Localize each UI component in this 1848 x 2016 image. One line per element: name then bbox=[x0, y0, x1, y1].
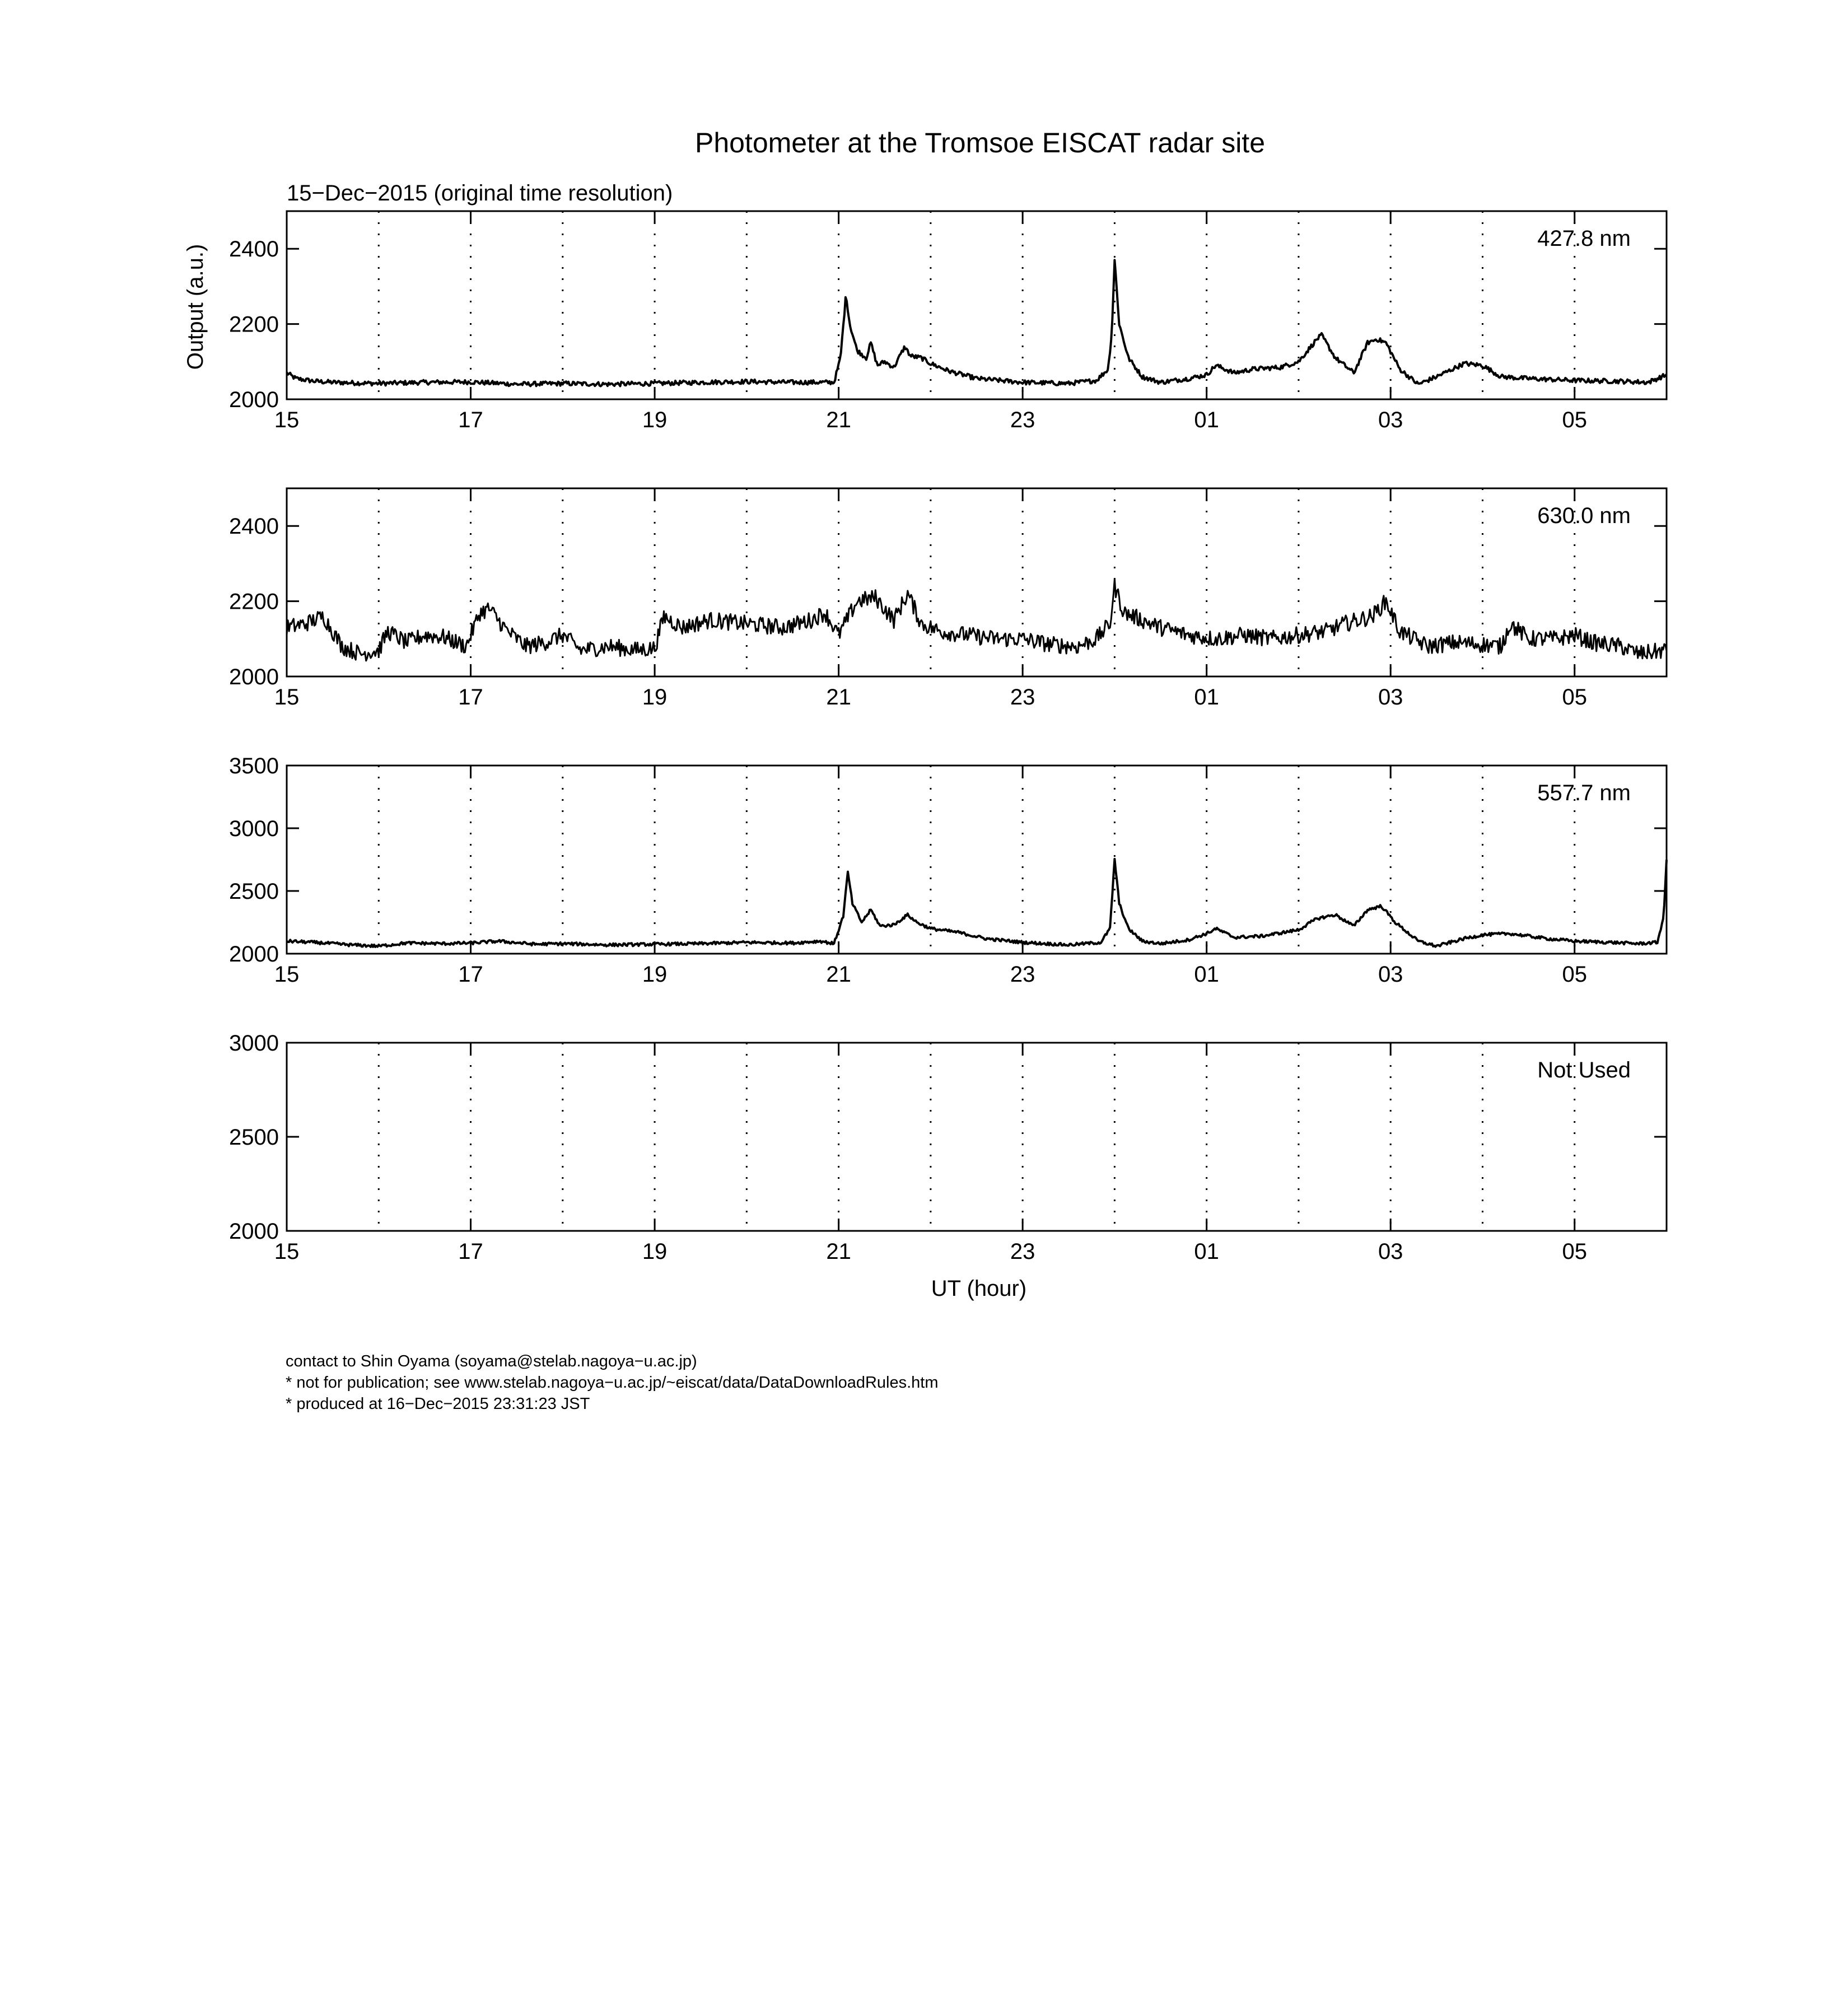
plot-frame bbox=[287, 488, 1667, 676]
x-tick-label: 03 bbox=[1378, 962, 1403, 987]
x-tick-label: 21 bbox=[826, 685, 851, 710]
plot-frame bbox=[287, 211, 1667, 399]
panel-label: 630.0 nm bbox=[1537, 503, 1631, 528]
x-tick-label: 23 bbox=[1010, 685, 1035, 710]
y-tick-label: 2000 bbox=[229, 665, 279, 689]
y-tick-label: 2000 bbox=[229, 1219, 279, 1244]
x-tick-label: 21 bbox=[826, 408, 851, 432]
x-tick-label: 15 bbox=[274, 1239, 300, 1264]
y-tick-label: 2400 bbox=[229, 514, 279, 539]
y-tick-label: 2200 bbox=[229, 589, 279, 614]
y-tick-label: 3000 bbox=[229, 816, 279, 841]
x-tick-label: 03 bbox=[1378, 408, 1403, 432]
y-tick-label: 3000 bbox=[229, 1031, 279, 1056]
plot-frame bbox=[287, 766, 1667, 954]
x-tick-label: 21 bbox=[826, 1239, 851, 1264]
panel-label: 557.7 nm bbox=[1537, 781, 1631, 805]
x-tick-label: 03 bbox=[1378, 685, 1403, 710]
x-axis-label: UT (hour) bbox=[931, 1276, 1027, 1301]
x-tick-label: 17 bbox=[458, 962, 483, 987]
figure-subtitle: 15−Dec−2015 (original time resolution) bbox=[287, 181, 673, 206]
x-tick-label: 01 bbox=[1194, 1239, 1219, 1264]
x-tick-label: 21 bbox=[826, 962, 851, 987]
x-tick-label: 17 bbox=[458, 408, 483, 432]
x-tick-label: 19 bbox=[642, 962, 668, 987]
y-tick-label: 2500 bbox=[229, 1125, 279, 1150]
footer-contact: contact to Shin Oyama (soyama@stelab.nagoya−u.ac.jp) bbox=[286, 1352, 697, 1370]
x-tick-label: 01 bbox=[1194, 962, 1219, 987]
footer-usage-note: * not for publication; see www.stelab.nagoya−u.ac.jp/~eiscat/data/DataDownloadRules.htm bbox=[286, 1374, 939, 1392]
panel-not-used bbox=[229, 1031, 1667, 1264]
x-tick-label: 23 bbox=[1010, 962, 1035, 987]
x-tick-label: 03 bbox=[1378, 1239, 1403, 1264]
plot-frame bbox=[287, 1043, 1667, 1231]
y-tick-label: 2000 bbox=[229, 942, 279, 967]
x-tick-label: 15 bbox=[274, 962, 300, 987]
x-tick-label: 23 bbox=[1010, 1239, 1035, 1264]
panel-427-8 bbox=[229, 211, 1667, 432]
x-tick-label: 17 bbox=[458, 1239, 483, 1264]
figure-title: Photometer at the Tromsoe EISCAT radar site bbox=[694, 127, 1266, 158]
x-tick-label: 15 bbox=[274, 408, 300, 432]
x-tick-label: 17 bbox=[458, 685, 483, 710]
panel-label: Not Used bbox=[1537, 1058, 1631, 1082]
x-tick-label: 23 bbox=[1010, 408, 1035, 432]
x-tick-label: 05 bbox=[1562, 685, 1587, 710]
x-tick-label: 19 bbox=[642, 1239, 668, 1264]
x-tick-label: 19 bbox=[642, 685, 668, 710]
x-tick-label: 01 bbox=[1194, 408, 1219, 432]
x-tick-label: 15 bbox=[274, 685, 300, 710]
panel-557-7 bbox=[229, 754, 1667, 987]
y-tick-label: 2200 bbox=[229, 312, 279, 337]
series-line-557-7-nm bbox=[287, 859, 1667, 947]
footer-produced-at: * produced at 16−Dec−2015 23:31:23 JST bbox=[286, 1395, 590, 1413]
x-tick-label: 05 bbox=[1562, 1239, 1587, 1264]
y-tick-label: 2400 bbox=[229, 237, 279, 262]
panel-label: 427.8 nm bbox=[1537, 226, 1631, 251]
panel-630-0 bbox=[229, 488, 1667, 710]
y-tick-label: 2000 bbox=[229, 388, 279, 412]
y-tick-label: 2500 bbox=[229, 879, 279, 904]
x-tick-label: 19 bbox=[642, 408, 668, 432]
y-axis-label: Output (a.u.) bbox=[183, 244, 208, 370]
y-tick-label: 3500 bbox=[229, 754, 279, 778]
x-tick-label: 05 bbox=[1562, 962, 1587, 987]
series-line-630-0-nm bbox=[287, 579, 1667, 661]
x-tick-label: 01 bbox=[1194, 685, 1219, 710]
series-line-427-8-nm bbox=[287, 260, 1667, 386]
x-tick-label: 05 bbox=[1562, 408, 1587, 432]
